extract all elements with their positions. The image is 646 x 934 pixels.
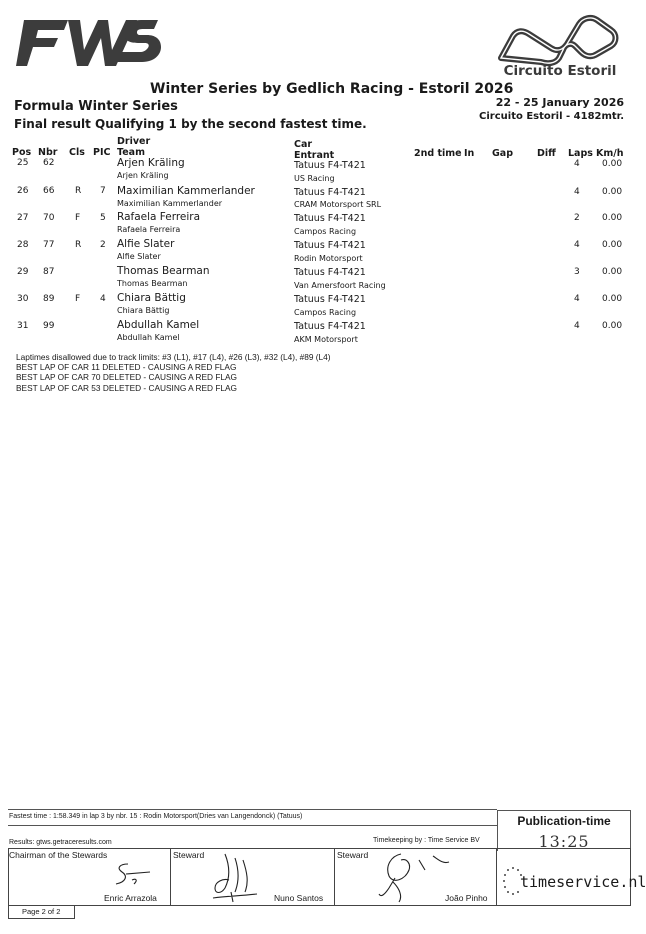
entrant-cell: Campos Racing: [294, 227, 357, 236]
result-title: Final result Qualifying 1 by the second fastest time.: [14, 117, 367, 131]
publication-time: 13:25: [538, 832, 590, 851]
pos-cell: 26: [17, 186, 29, 196]
footer-divider: [8, 809, 497, 810]
driver-cell: Abdullah Kamel: [117, 319, 200, 331]
car-cell: Tatuus F4-T421: [294, 321, 366, 332]
car-cell: Tatuus F4-T421: [294, 267, 366, 278]
notes-block: [16, 352, 331, 393]
col-kmh: Km/h: [596, 148, 624, 159]
kmh-cell: 0.00: [602, 187, 623, 197]
event-title: Winter Series by Gedlich Racing - Estoril 2026: [150, 81, 514, 97]
col-gap: Gap: [492, 148, 514, 159]
driver-cell: Alfie Slater: [117, 238, 175, 250]
kmh-cell: 0.00: [602, 294, 623, 304]
kmh-cell: 0.00: [602, 267, 623, 277]
timeservice-logo: timeservice.nl: [520, 873, 646, 891]
fws-logo: [16, 14, 164, 71]
laps-cell: 4: [574, 187, 580, 197]
chairman-label: Chairman of the Stewards: [9, 850, 108, 860]
event-circuit: Circuito Estoril - 4182mtr.: [479, 111, 624, 122]
pos-cell: 30: [17, 294, 29, 304]
car-cell: Tatuus F4-T421: [294, 213, 366, 224]
page-number: Page 2 of 2: [22, 907, 61, 916]
circuit-logo-text: Circuito Estoril: [503, 63, 617, 79]
car-cell: Tatuus F4-T421: [294, 240, 366, 251]
entrant-cell: CRAM Motorsport SRL: [294, 200, 382, 209]
nbr-cell: 70: [43, 213, 55, 223]
kmh-cell: 0.00: [602, 321, 623, 331]
laps-cell: 4: [574, 159, 580, 169]
results-url: Results: gtws.getraceresults.com: [9, 839, 112, 846]
pos-cell: 28: [17, 240, 29, 250]
col-cls: Cls: [69, 147, 85, 158]
footer-divider: [8, 825, 497, 826]
note-track-limits: Laptimes disallowed due to track limits: #3 (L1), #17 (L4), #26 (L3), #32 (L4), #89 (L4): [16, 352, 331, 362]
driver-cell: Rafaela Ferreira: [117, 211, 201, 223]
team-cell: Thomas Bearman: [117, 279, 188, 288]
col-car: Car: [294, 139, 313, 150]
team-cell: Rafaela Ferreira: [117, 225, 181, 234]
laps-cell: 4: [574, 240, 580, 250]
laps-cell: 4: [574, 294, 580, 304]
laps-cell: 3: [574, 267, 580, 277]
kmh-cell: 0.00: [602, 159, 623, 169]
pic-cell: 4: [100, 294, 106, 304]
pic-cell: 5: [100, 213, 106, 223]
col-pos: Pos: [12, 147, 32, 158]
col-nbr: Nbr: [38, 147, 58, 158]
col-in: In: [464, 148, 475, 159]
driver-cell: Chiara Bättig: [117, 292, 186, 304]
col-driver: Driver: [117, 136, 151, 147]
nbr-cell: 87: [43, 267, 55, 277]
col-laps: Laps: [568, 148, 593, 159]
pos-cell: 27: [17, 213, 29, 223]
nbr-cell: 62: [43, 158, 55, 168]
col-team: Team: [117, 147, 145, 158]
team-cell: Maximilian Kammerlander: [117, 199, 223, 208]
fastest-time: Fastest time : 1:58.349 in lap 3 by nbr. 15 : Rodin Motorsport(Dries van Langendonck) (Tatuus): [9, 813, 303, 820]
laps-cell: 4: [574, 321, 580, 331]
nbr-cell: 99: [43, 321, 55, 331]
note-red-flag: BEST LAP OF CAR 53 DELETED - CAUSING A RED FLAG: [16, 382, 238, 393]
steward-label: Steward: [173, 850, 205, 860]
table-row: [0, 184, 643, 210]
steward-name: Nuno Santos: [274, 893, 324, 903]
pos-cell: 29: [17, 267, 29, 277]
entrant-cell: Campos Racing: [294, 308, 357, 317]
table-row: [0, 211, 643, 237]
pos-cell: 25: [17, 158, 29, 168]
entrant-cell: Van Amersfoort Racing: [294, 281, 386, 290]
fws-logo-text: FWS: [161, 70, 164, 71]
driver-cell: Arjen Kräling: [117, 157, 185, 169]
steward-signature: [355, 848, 465, 906]
steward-label: Steward: [337, 850, 369, 860]
kmh-cell: 0.00: [602, 240, 623, 250]
nbr-cell: 77: [43, 240, 55, 250]
table-row: [0, 238, 643, 264]
table-row: [0, 292, 643, 318]
note-red-flag: BEST LAP OF CAR 11 DELETED - CAUSING A RED FLAG: [16, 362, 237, 373]
pic-cell: 7: [100, 186, 106, 196]
table-row: [0, 319, 643, 345]
kmh-cell: 0.00: [602, 213, 623, 223]
pic-cell: 2: [100, 240, 106, 250]
col-pic: PIC: [93, 147, 111, 158]
table-row: [0, 157, 643, 183]
cls-cell: F: [75, 213, 81, 223]
publication-label: Publication-time: [517, 814, 611, 828]
car-cell: Tatuus F4-T421: [294, 187, 366, 198]
event-date: 22 - 25 January 2026: [495, 96, 624, 109]
steward-name: João Pinho: [445, 893, 488, 903]
driver-cell: Maximilian Kammerlander: [117, 185, 255, 197]
team-cell: Chiara Bättig: [117, 306, 170, 315]
car-cell: Tatuus F4-T421: [294, 294, 366, 305]
cls-cell: R: [75, 186, 82, 196]
driver-cell: Thomas Bearman: [117, 265, 210, 277]
entrant-cell: US Racing: [294, 174, 335, 183]
cls-cell: F: [75, 294, 81, 304]
nbr-cell: 89: [43, 294, 55, 304]
team-cell: Arjen Kräling: [117, 171, 169, 180]
car-cell: Tatuus F4-T421: [294, 160, 366, 171]
team-cell: Alfie Slater: [117, 252, 161, 261]
note-red-flag: BEST LAP OF CAR 70 DELETED - CAUSING A RED FLAG: [16, 372, 238, 383]
col-second-time: 2nd time: [414, 148, 462, 159]
cls-cell: R: [75, 240, 82, 250]
col-diff: Diff: [537, 148, 556, 159]
chairman-signature: [108, 858, 168, 892]
steward-signature: [195, 850, 270, 905]
entrant-cell: AKM Motorsport: [294, 335, 358, 344]
nbr-cell: 66: [43, 186, 55, 196]
chairman-name: Enric Arrazola: [104, 893, 157, 903]
laps-cell: 2: [574, 213, 580, 223]
table-row: [0, 265, 643, 291]
pos-cell: 31: [17, 321, 29, 331]
series-name: Formula Winter Series: [14, 99, 178, 114]
team-cell: Abdullah Kamel: [117, 333, 180, 342]
entrant-cell: Rodin Motorsport: [294, 254, 363, 263]
timekeeping: Timekeeping by : Time Service BV: [373, 837, 480, 844]
col-entrant: Entrant: [294, 150, 335, 161]
